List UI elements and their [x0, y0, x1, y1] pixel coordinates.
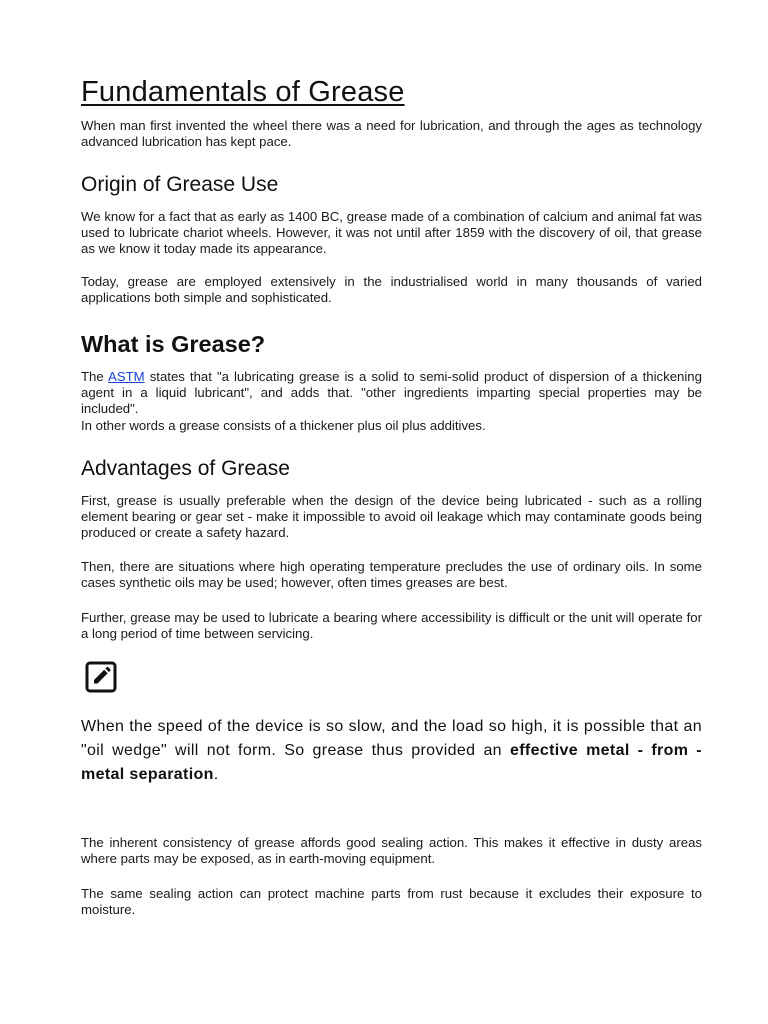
advantages-paragraph-2: Then, there are situations where high operating temperature precludes the use of ordinary oils. In some cases synthetic oils may be used; however, often times greases are best.	[81, 559, 702, 591]
callout-text-after: .	[213, 766, 219, 783]
callout-text-before: When the speed of the device is so slow, and the load so high, it is possible that an "oil wedge" will not form. So grease thus provided an	[81, 718, 702, 759]
advantages-heading: Advantages of Grease	[81, 457, 290, 480]
document-title: Fundamentals of Grease	[81, 76, 405, 108]
intro-paragraph: When man first invented the wheel there was a need for lubrication, and through the ages as technology advanced lubrication has kept pace.	[81, 118, 702, 150]
callout-text	[81, 715, 702, 787]
advantages-paragraph-1: First, grease is usually preferable when the design of the device being lubricated - such as a rolling element bearing or gear set - make it impossible to avoid oil leakage which may contaminate goods being produced or create a safety hazard.	[81, 493, 702, 541]
origin-heading: Origin of Grease Use	[81, 173, 279, 196]
astm-link[interactable]: ASTM	[108, 369, 145, 384]
closing-paragraph-1: The inherent consistency of grease affords good sealing action. This makes it effective in dusty areas where parts may be exposed, as in earth-moving equipment.	[81, 835, 702, 867]
what-is-paragraph-1	[81, 369, 702, 434]
callout-bold-text: effective metal - from - metal separation	[81, 742, 702, 783]
closing-paragraph-2: The same sealing action can protect machine parts from rust because it excludes their exposure to moisture.	[81, 886, 702, 918]
advantages-paragraph-3: Further, grease may be used to lubricate a bearing where accessibility is difficult or the unit will operate for a long period of time between servicing.	[81, 610, 702, 642]
origin-paragraph-1: We know for a fact that as early as 1400 BC, grease made of a combination of calcium and animal fat was used to lubricate chariot wheels. However, it was not until after 1859 with the discovery of oil, that grease as we know it today made its appearance.	[81, 209, 702, 257]
edit-note-icon	[85, 661, 117, 693]
what-is-paragraph-2: In other words a grease consists of a thickener plus oil plus additives.	[81, 417, 486, 433]
origin-paragraph-2: Today, grease are employed extensively in the industrialised world in many thousands of varied applications both simple and sophisticated.	[81, 274, 702, 306]
what-is-text-prefix: The	[81, 369, 109, 384]
what-is-heading: What is Grease?	[81, 331, 266, 357]
what-is-text-rest: states that "a lubricating grease is a solid to semi-solid product of dispersion of a thickening agent in a liquid lubricant", and adds that. "other ingredients imparting special properties may be included".	[81, 369, 702, 417]
